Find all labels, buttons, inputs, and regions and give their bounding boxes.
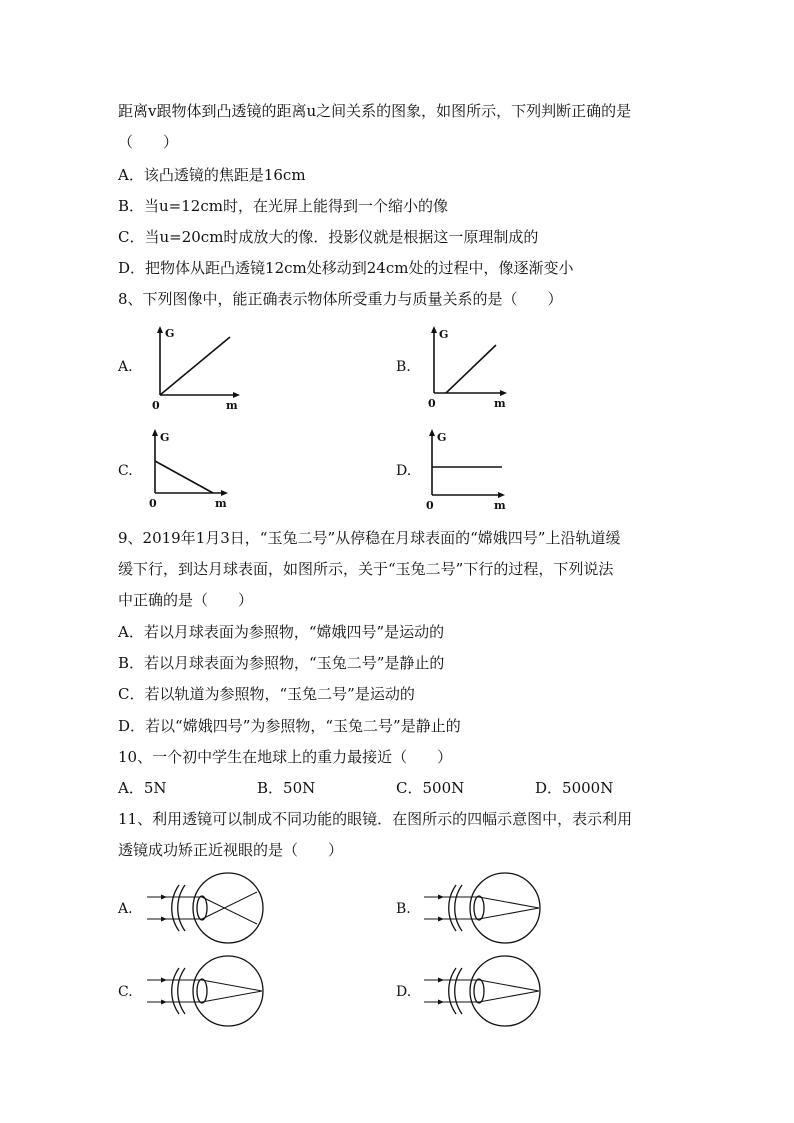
q8-graph-d-origin: 0 (426, 499, 434, 512)
q9-option-a: A．若以月球表面为参照物，“嫦娥四号”是运动的 (118, 623, 445, 641)
q8-graph-a-origin: 0 (152, 399, 160, 412)
q10-option-a: A．5N (118, 779, 167, 797)
q10-stem: 10、一个初中学生在地球上的重力最接近（ ） (118, 748, 453, 766)
q9-option-c: C．若以轨道为参照物，“玉兔二号”是运动的 (118, 685, 415, 703)
q8-graph-c (145, 428, 245, 518)
eyeball-icon (193, 873, 263, 943)
q9-option-d: D．若以“嫦娥四号”为参照物，“玉兔二号”是静止的 (118, 717, 461, 735)
q8-graph-b-origin: 0 (428, 397, 436, 410)
q8-graph-a-label: A. (118, 359, 133, 375)
q11-figure-b-label: B. (396, 901, 411, 917)
q8-graph-d-label: D. (396, 463, 412, 479)
q8-graph-a-line (160, 337, 230, 395)
q8-graph-a-y-label: G (165, 327, 175, 340)
eyeball-icon (470, 873, 540, 943)
q9-stem-line3: 中正确的是（ ） (118, 591, 254, 609)
q11-figure-c-label: C. (118, 984, 133, 1000)
q8-graph-c-label: C. (118, 463, 133, 479)
q8-graph-d-x-label: m (494, 499, 506, 512)
q8-graph-c-line (155, 461, 213, 493)
q8-graph-d-y-label: G (437, 431, 447, 444)
q8-graph-c-y-label: G (160, 431, 170, 444)
q11-stem-line2: 透镜成功矫正近视眼的是（ ） (118, 841, 344, 859)
q8-graph-d (422, 428, 522, 518)
eyeball-icon (470, 956, 540, 1026)
q7-option-b: B．当u=12cm时，在光屏上能得到一个缩小的像 (118, 197, 448, 215)
q8-graph-b-line (446, 345, 496, 393)
q10-option-b: B．50N (257, 779, 316, 797)
q7-stem-line1: 距离v跟物体到凸透镜的距离u之间关系的图象，如图所示，下列判断正确的是 (118, 102, 632, 120)
q8-graph-b-y-label: G (439, 328, 449, 341)
q11-stem-line1: 11、利用透镜可以制成不同功能的眼镜．在图所示的四幅示意图中，表示利用 (118, 810, 633, 828)
q11-figure-a (145, 872, 270, 947)
q8-graph-b (424, 325, 524, 415)
q8-graph-b-label: B. (396, 359, 411, 375)
q11-figure-d-label: D. (396, 984, 412, 1000)
q8-graph-a-x-label: m (226, 399, 238, 412)
q9-stem-line2: 缓下行，到达月球表面，如图所示，关于“玉兔二号”下行的过程，下列说法 (118, 560, 614, 578)
q8-graph-c-x-label: m (215, 497, 227, 510)
q7-stem-line2: （ ） (118, 133, 179, 151)
q11-figure-c (145, 955, 270, 1030)
q7-option-a: A．该凸透镜的焦距是16cm (118, 166, 306, 184)
q8-graph-c-origin: 0 (149, 497, 157, 510)
q9-option-b: B．若以月球表面为参照物，“玉兔二号”是静止的 (118, 654, 445, 672)
q10-option-c: C．500N (396, 779, 465, 797)
q10-option-d: D．5000N (535, 779, 614, 797)
q11-figure-a-label: A. (118, 901, 133, 917)
eyeball-icon (193, 956, 263, 1026)
q8-stem: 8、下列图像中，能正确表示物体所受重力与质量关系的是（ ） (118, 290, 563, 308)
q11-figure-d (422, 955, 547, 1030)
q8-graph-b-x-label: m (494, 397, 506, 410)
q9-stem-line1: 9、2019年1月3日，“玉兔二号”从停稳在月球表面的“嫦娥四号”上沿轨道缓 (118, 529, 621, 547)
q11-figure-b (422, 872, 547, 947)
q7-option-c: C．当u=20cm时成放大的像．投影仪就是根据这一原理制成的 (118, 228, 539, 246)
q8-graph-a (150, 325, 250, 415)
q7-option-d: D．把物体从距凸透镜12cm处移动到24cm处的过程中，像逐渐变小 (118, 259, 574, 277)
